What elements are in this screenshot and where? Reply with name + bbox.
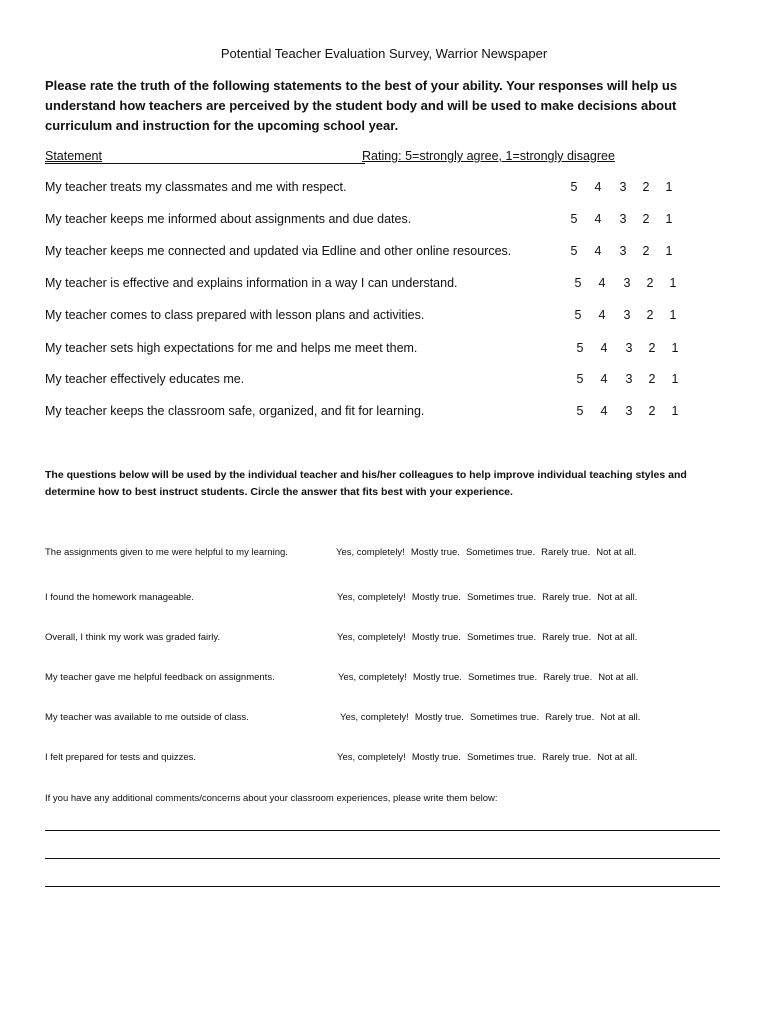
- comments-prompt: If you have any additional comments/concerns about your classroom experiences, please write them below:: [45, 793, 498, 804]
- rating-option[interactable]: 1: [671, 404, 679, 418]
- rating-option[interactable]: 5: [570, 180, 578, 194]
- answer-option[interactable]: Not at all.: [596, 547, 637, 558]
- rating-option[interactable]: 2: [646, 276, 654, 290]
- statement-text: My teacher keeps me informed about assignments and due dates.: [45, 212, 412, 226]
- rating-option[interactable]: 4: [594, 244, 602, 258]
- answer-option[interactable]: Not at all.: [598, 672, 639, 683]
- statement-text: My teacher sets high expectations for me and helps me meet them.: [45, 341, 418, 355]
- rating-option[interactable]: 1: [669, 308, 677, 322]
- answer-option[interactable]: Rarely true.: [542, 632, 592, 643]
- question-text: Overall, I think my work was graded fairly.: [45, 632, 221, 643]
- answer-option[interactable]: Rarely true.: [542, 752, 592, 763]
- question-text: I found the homework manageable.: [45, 592, 194, 603]
- rating-option[interactable]: 1: [671, 341, 679, 355]
- comment-line[interactable]: [45, 886, 720, 887]
- rating-option[interactable]: 3: [625, 372, 633, 386]
- answer-option[interactable]: Sometimes true.: [469, 712, 540, 723]
- answer-option[interactable]: Rarely true.: [543, 672, 593, 683]
- rating-option[interactable]: 5: [570, 212, 578, 226]
- statement-text: My teacher effectively educates me.: [45, 372, 245, 386]
- answer-option[interactable]: Rarely true.: [542, 592, 592, 603]
- statement-column-header: Statement: [45, 149, 102, 163]
- rating-option[interactable]: 3: [623, 276, 631, 290]
- rating-option[interactable]: 3: [619, 180, 627, 194]
- answer-option[interactable]: Mostly true.: [411, 752, 461, 763]
- question-row: [45, 712, 725, 726]
- answer-options: [338, 672, 644, 683]
- rating-option[interactable]: 4: [600, 372, 608, 386]
- rating-option[interactable]: 4: [598, 276, 606, 290]
- question-row: [45, 752, 725, 766]
- rating-option[interactable]: 2: [642, 180, 650, 194]
- answer-option[interactable]: Rarely true.: [545, 712, 595, 723]
- answer-option[interactable]: Mostly true.: [411, 632, 461, 643]
- statement-text: My teacher keeps the classroom safe, organized, and fit for learning.: [45, 404, 425, 418]
- question-text: My teacher was available to me outside of class.: [45, 712, 249, 723]
- answer-option[interactable]: Sometimes true.: [467, 672, 538, 683]
- answer-option[interactable]: Not at all.: [597, 632, 638, 643]
- question-row: [45, 547, 725, 561]
- answer-options: [337, 632, 643, 643]
- statement-row: [45, 341, 705, 361]
- answer-option[interactable]: Yes, completely!: [337, 752, 406, 763]
- rating-option[interactable]: 2: [642, 212, 650, 226]
- rating-option[interactable]: 1: [665, 244, 673, 258]
- page-title: Potential Teacher Evaluation Survey, Warrior Newspaper: [220, 46, 548, 61]
- statement-text: My teacher keeps me connected and updated via Edline and other online resources.: [45, 244, 512, 258]
- rating-option[interactable]: 4: [594, 180, 602, 194]
- answer-option[interactable]: Not at all.: [597, 592, 638, 603]
- question-row: [45, 592, 725, 606]
- rating-option[interactable]: 2: [646, 308, 654, 322]
- section2-instructions: The questions below will be used by the individual teacher and his/her colleagues to help improve individual teaching styles and determine how to best instruct students. Circle the answer that fits best with your experience.: [45, 469, 687, 498]
- answer-option[interactable]: Mostly true.: [412, 672, 462, 683]
- statement-text: My teacher treats my classmates and me with respect.: [45, 180, 347, 194]
- answer-options: [337, 592, 643, 603]
- answer-option[interactable]: Yes, completely!: [337, 592, 406, 603]
- answer-option[interactable]: Sometimes true.: [465, 547, 536, 558]
- question-row: [45, 632, 725, 646]
- rating-option[interactable]: 5: [574, 276, 582, 290]
- answer-option[interactable]: Sometimes true.: [466, 592, 537, 603]
- answer-option[interactable]: Mostly true.: [411, 592, 461, 603]
- statement-text: My teacher comes to class prepared with lesson plans and activities.: [45, 308, 425, 322]
- rating-option[interactable]: 5: [576, 372, 584, 386]
- answer-option[interactable]: Not at all.: [597, 752, 638, 763]
- statement-row: [45, 276, 705, 296]
- rating-option[interactable]: 3: [619, 244, 627, 258]
- rating-option[interactable]: 4: [600, 404, 608, 418]
- rating-option[interactable]: 3: [625, 404, 633, 418]
- rating-option[interactable]: 4: [598, 308, 606, 322]
- answer-option[interactable]: Sometimes true.: [466, 752, 537, 763]
- statement-row: [45, 212, 705, 232]
- rating-option[interactable]: 5: [574, 308, 582, 322]
- rating-option[interactable]: 3: [625, 341, 633, 355]
- answer-options: [337, 752, 643, 763]
- statement-row: [45, 244, 705, 264]
- rating-option[interactable]: 1: [671, 372, 679, 386]
- rating-option[interactable]: 5: [576, 404, 584, 418]
- rating-option[interactable]: 4: [594, 212, 602, 226]
- statement-row: [45, 404, 705, 424]
- comment-line[interactable]: [45, 830, 720, 831]
- question-text: I felt prepared for tests and quizzes.: [45, 752, 197, 763]
- statement-header-underline: [45, 163, 365, 164]
- answer-option[interactable]: Yes, completely!: [340, 712, 409, 723]
- answer-option[interactable]: Mostly true.: [410, 547, 460, 558]
- rating-option[interactable]: 4: [600, 341, 608, 355]
- rating-option[interactable]: 2: [648, 372, 656, 386]
- rating-option[interactable]: 2: [648, 404, 656, 418]
- rating-option[interactable]: 2: [648, 341, 656, 355]
- statement-row: [45, 308, 705, 328]
- rating-option[interactable]: 1: [665, 180, 673, 194]
- rating-option[interactable]: 2: [642, 244, 650, 258]
- rating-option[interactable]: 5: [576, 341, 584, 355]
- rating-option[interactable]: 3: [619, 212, 627, 226]
- statement-row: [45, 372, 705, 392]
- answer-options: [340, 712, 646, 723]
- answer-option[interactable]: Yes, completely!: [337, 632, 406, 643]
- answer-option[interactable]: Sometimes true.: [466, 632, 537, 643]
- answer-option[interactable]: Yes, completely!: [338, 672, 407, 683]
- answer-option[interactable]: Yes, completely!: [336, 547, 405, 558]
- rating-option[interactable]: 1: [669, 276, 677, 290]
- statement-text: My teacher is effective and explains information in a way I can understand.: [45, 276, 458, 290]
- comment-line[interactable]: [45, 858, 720, 859]
- question-row: [45, 672, 725, 686]
- rating-column-header: Rating: 5=strongly agree, 1=strongly disagree: [362, 149, 615, 163]
- answer-options: [336, 547, 642, 558]
- answer-option[interactable]: Not at all.: [600, 712, 641, 723]
- statement-row: [45, 180, 705, 200]
- rating-option[interactable]: 3: [623, 308, 631, 322]
- answer-option[interactable]: Mostly true.: [414, 712, 464, 723]
- intro-paragraph: Please rate the truth of the following statements to the best of your ability. Your responses will help us understand how teachers are perceived by the student body and will be used to make decisions about curriculum and instruction for the upcoming school year.: [45, 78, 678, 133]
- question-text: My teacher gave me helpful feedback on assignments.: [45, 672, 275, 683]
- question-text: The assignments given to me were helpful to my learning.: [45, 547, 288, 558]
- rating-option[interactable]: 1: [665, 212, 673, 226]
- rating-option[interactable]: 5: [570, 244, 578, 258]
- answer-option[interactable]: Rarely true.: [541, 547, 591, 558]
